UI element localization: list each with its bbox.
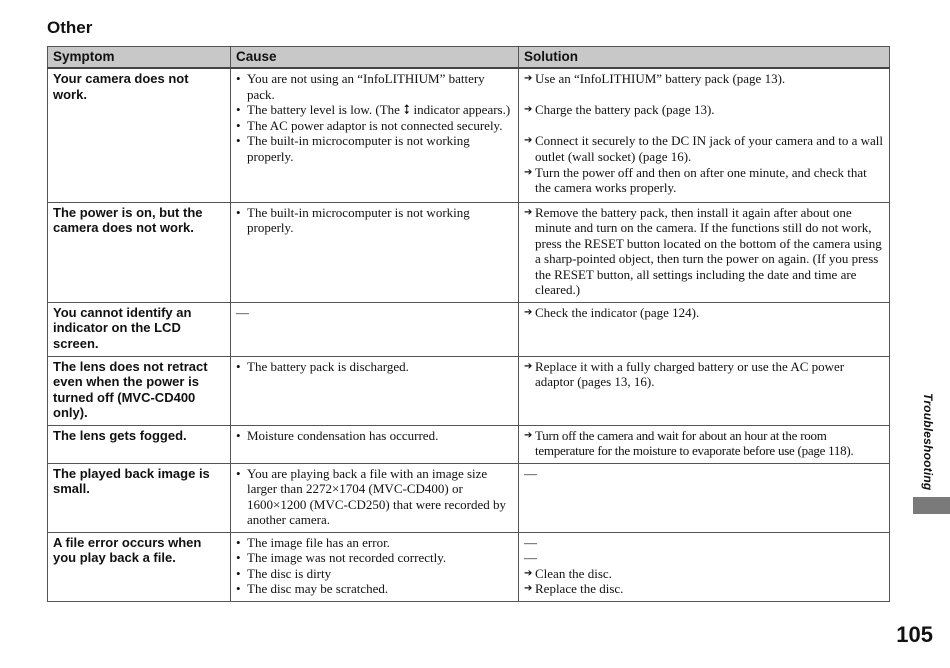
bullet-icon: • bbox=[236, 71, 241, 86]
header-solution: Solution bbox=[519, 47, 890, 69]
bullet-icon: • bbox=[236, 102, 241, 118]
cause-item: • The battery level is low. (The ⭥ indicator appears.) bbox=[236, 102, 511, 118]
cause-item: • The AC power adaptor is not connected securely. bbox=[236, 117, 503, 133]
arrow-icon: ➔ bbox=[524, 583, 533, 595]
header-row bbox=[48, 47, 890, 69]
symptom-cell: A file error occurs when you play back a file. bbox=[48, 532, 231, 601]
solution-item: ➔ Use an “InfoLITHIUM” battery pack (page 13). bbox=[524, 71, 786, 86]
table-row bbox=[48, 302, 890, 356]
bullet-icon: • bbox=[236, 133, 241, 149]
section-tab-marker bbox=[913, 497, 950, 514]
table-row bbox=[48, 532, 890, 601]
section-title: Other bbox=[47, 18, 93, 37]
bullet-icon: • bbox=[236, 204, 241, 220]
cause-cell bbox=[231, 425, 519, 463]
symptom-cell: You cannot identify an indicator on the LCD screen. bbox=[48, 302, 231, 356]
table-row bbox=[48, 356, 890, 425]
cause-item: • The disc may be scratched. bbox=[236, 581, 389, 597]
symptom-cell: The lens does not retract even when the power is turned off (MVC-CD400 only). bbox=[48, 356, 231, 425]
bullet-icon: • bbox=[236, 117, 241, 133]
cause-cell bbox=[231, 356, 519, 425]
solution-item: ➔ Replace the disc. bbox=[524, 581, 624, 597]
solution-item: ➔ Check the indicator (page 124). bbox=[524, 304, 700, 320]
bullet-icon: • bbox=[236, 465, 241, 481]
solution-item: ➔ Connect it securely to the DC IN jack of your camera and to a wall outlet (wall socket) (page 16). bbox=[524, 133, 883, 164]
solution-cell bbox=[519, 202, 890, 302]
symptom-cell: The played back image is small. bbox=[48, 463, 231, 532]
empty-dash: — bbox=[524, 534, 537, 550]
solution-cell bbox=[519, 463, 890, 532]
arrow-icon: ➔ bbox=[524, 206, 533, 218]
arrow-icon: ➔ bbox=[524, 104, 533, 116]
bullet-icon: • bbox=[236, 565, 241, 581]
table-row bbox=[48, 463, 890, 532]
bullet-icon: • bbox=[236, 550, 241, 566]
cause-item: • The built-in microcomputer is not working properly. bbox=[236, 204, 470, 236]
arrow-icon: ➔ bbox=[524, 360, 533, 372]
cause-cell bbox=[231, 463, 519, 532]
page-number: 105 bbox=[896, 622, 933, 647]
symptom-cell: The lens gets fogged. bbox=[48, 425, 231, 463]
table-row bbox=[48, 202, 890, 302]
cause-item: • The image file has an error. bbox=[236, 534, 390, 550]
cause-cell bbox=[231, 302, 519, 356]
empty-dash: — bbox=[524, 465, 537, 481]
arrow-icon: ➔ bbox=[524, 73, 533, 84]
bullet-icon: • bbox=[236, 581, 241, 597]
troubleshooting-table bbox=[47, 46, 890, 602]
cause-cell bbox=[231, 202, 519, 302]
solution-cell bbox=[519, 356, 890, 425]
solution-cell bbox=[519, 302, 890, 356]
symptom-cell: Your camera does not work. bbox=[48, 68, 231, 202]
header-cause: Cause bbox=[231, 47, 519, 69]
solution-item: ➔ Remove the battery pack, then install it again after about one minute and turn on the camera. If the functions still do not work, press the RESET button located on the bottom of the camera using a sharp-pointed object, then turn the power on again. (If you press the RESET button, all settings including the date and time are cleared.) bbox=[524, 204, 882, 298]
bullet-icon: • bbox=[236, 534, 241, 550]
solution-item: ➔ Charge the battery pack (page 13). bbox=[524, 102, 715, 118]
cause-item: • The image was not recorded correctly. bbox=[236, 550, 447, 566]
empty-dash: — bbox=[236, 304, 249, 320]
cause-cell bbox=[231, 68, 519, 202]
section-tab-label: Troubleshooting bbox=[921, 393, 935, 491]
symptom-cell: The power is on, but the camera does not work. bbox=[48, 202, 231, 302]
solution-item: ➔ Turn off the camera and wait for about an hour at the room temperature for the moisture to evaporate before use (page 118). bbox=[524, 427, 854, 459]
solution-item: ➔ Turn the power off and then on after one minute, and check that the camera works properly. bbox=[524, 164, 867, 196]
bullet-icon: • bbox=[236, 358, 241, 374]
solution-item: ➔ Replace it with a fully charged battery or use the AC power adaptor (pages 13, 16). bbox=[524, 358, 845, 390]
cause-item: • You are not using an “InfoLITHIUM” battery pack. bbox=[236, 71, 485, 102]
header-symptom: Symptom bbox=[48, 47, 231, 69]
cause-item: • The battery pack is discharged. bbox=[236, 358, 409, 374]
cause-item: • The disc is dirty bbox=[236, 565, 332, 581]
arrow-icon: ➔ bbox=[524, 306, 533, 318]
solution-item: ➔ Clean the disc. bbox=[524, 565, 612, 581]
arrow-icon: ➔ bbox=[524, 166, 533, 178]
cause-item: • You are playing back a file with an image size larger than 2272×1704 (MVC-CD400) or 1600×1200 (MVC-CD250) that were recorded by another camera. bbox=[236, 465, 506, 528]
arrow-icon: ➔ bbox=[524, 567, 533, 579]
table-row bbox=[48, 425, 890, 463]
cause-item: • The built-in microcomputer is not working properly. bbox=[236, 133, 470, 164]
solution-cell bbox=[519, 68, 890, 202]
solution-cell bbox=[519, 425, 890, 463]
bullet-icon: • bbox=[236, 427, 241, 443]
cause-item: • Moisture condensation has occurred. bbox=[236, 427, 439, 443]
arrow-icon: ➔ bbox=[524, 135, 533, 147]
cause-cell bbox=[231, 532, 519, 601]
table-row bbox=[48, 68, 890, 202]
solution-cell bbox=[519, 532, 890, 601]
empty-dash: — bbox=[524, 550, 537, 566]
arrow-icon: ➔ bbox=[524, 429, 533, 441]
